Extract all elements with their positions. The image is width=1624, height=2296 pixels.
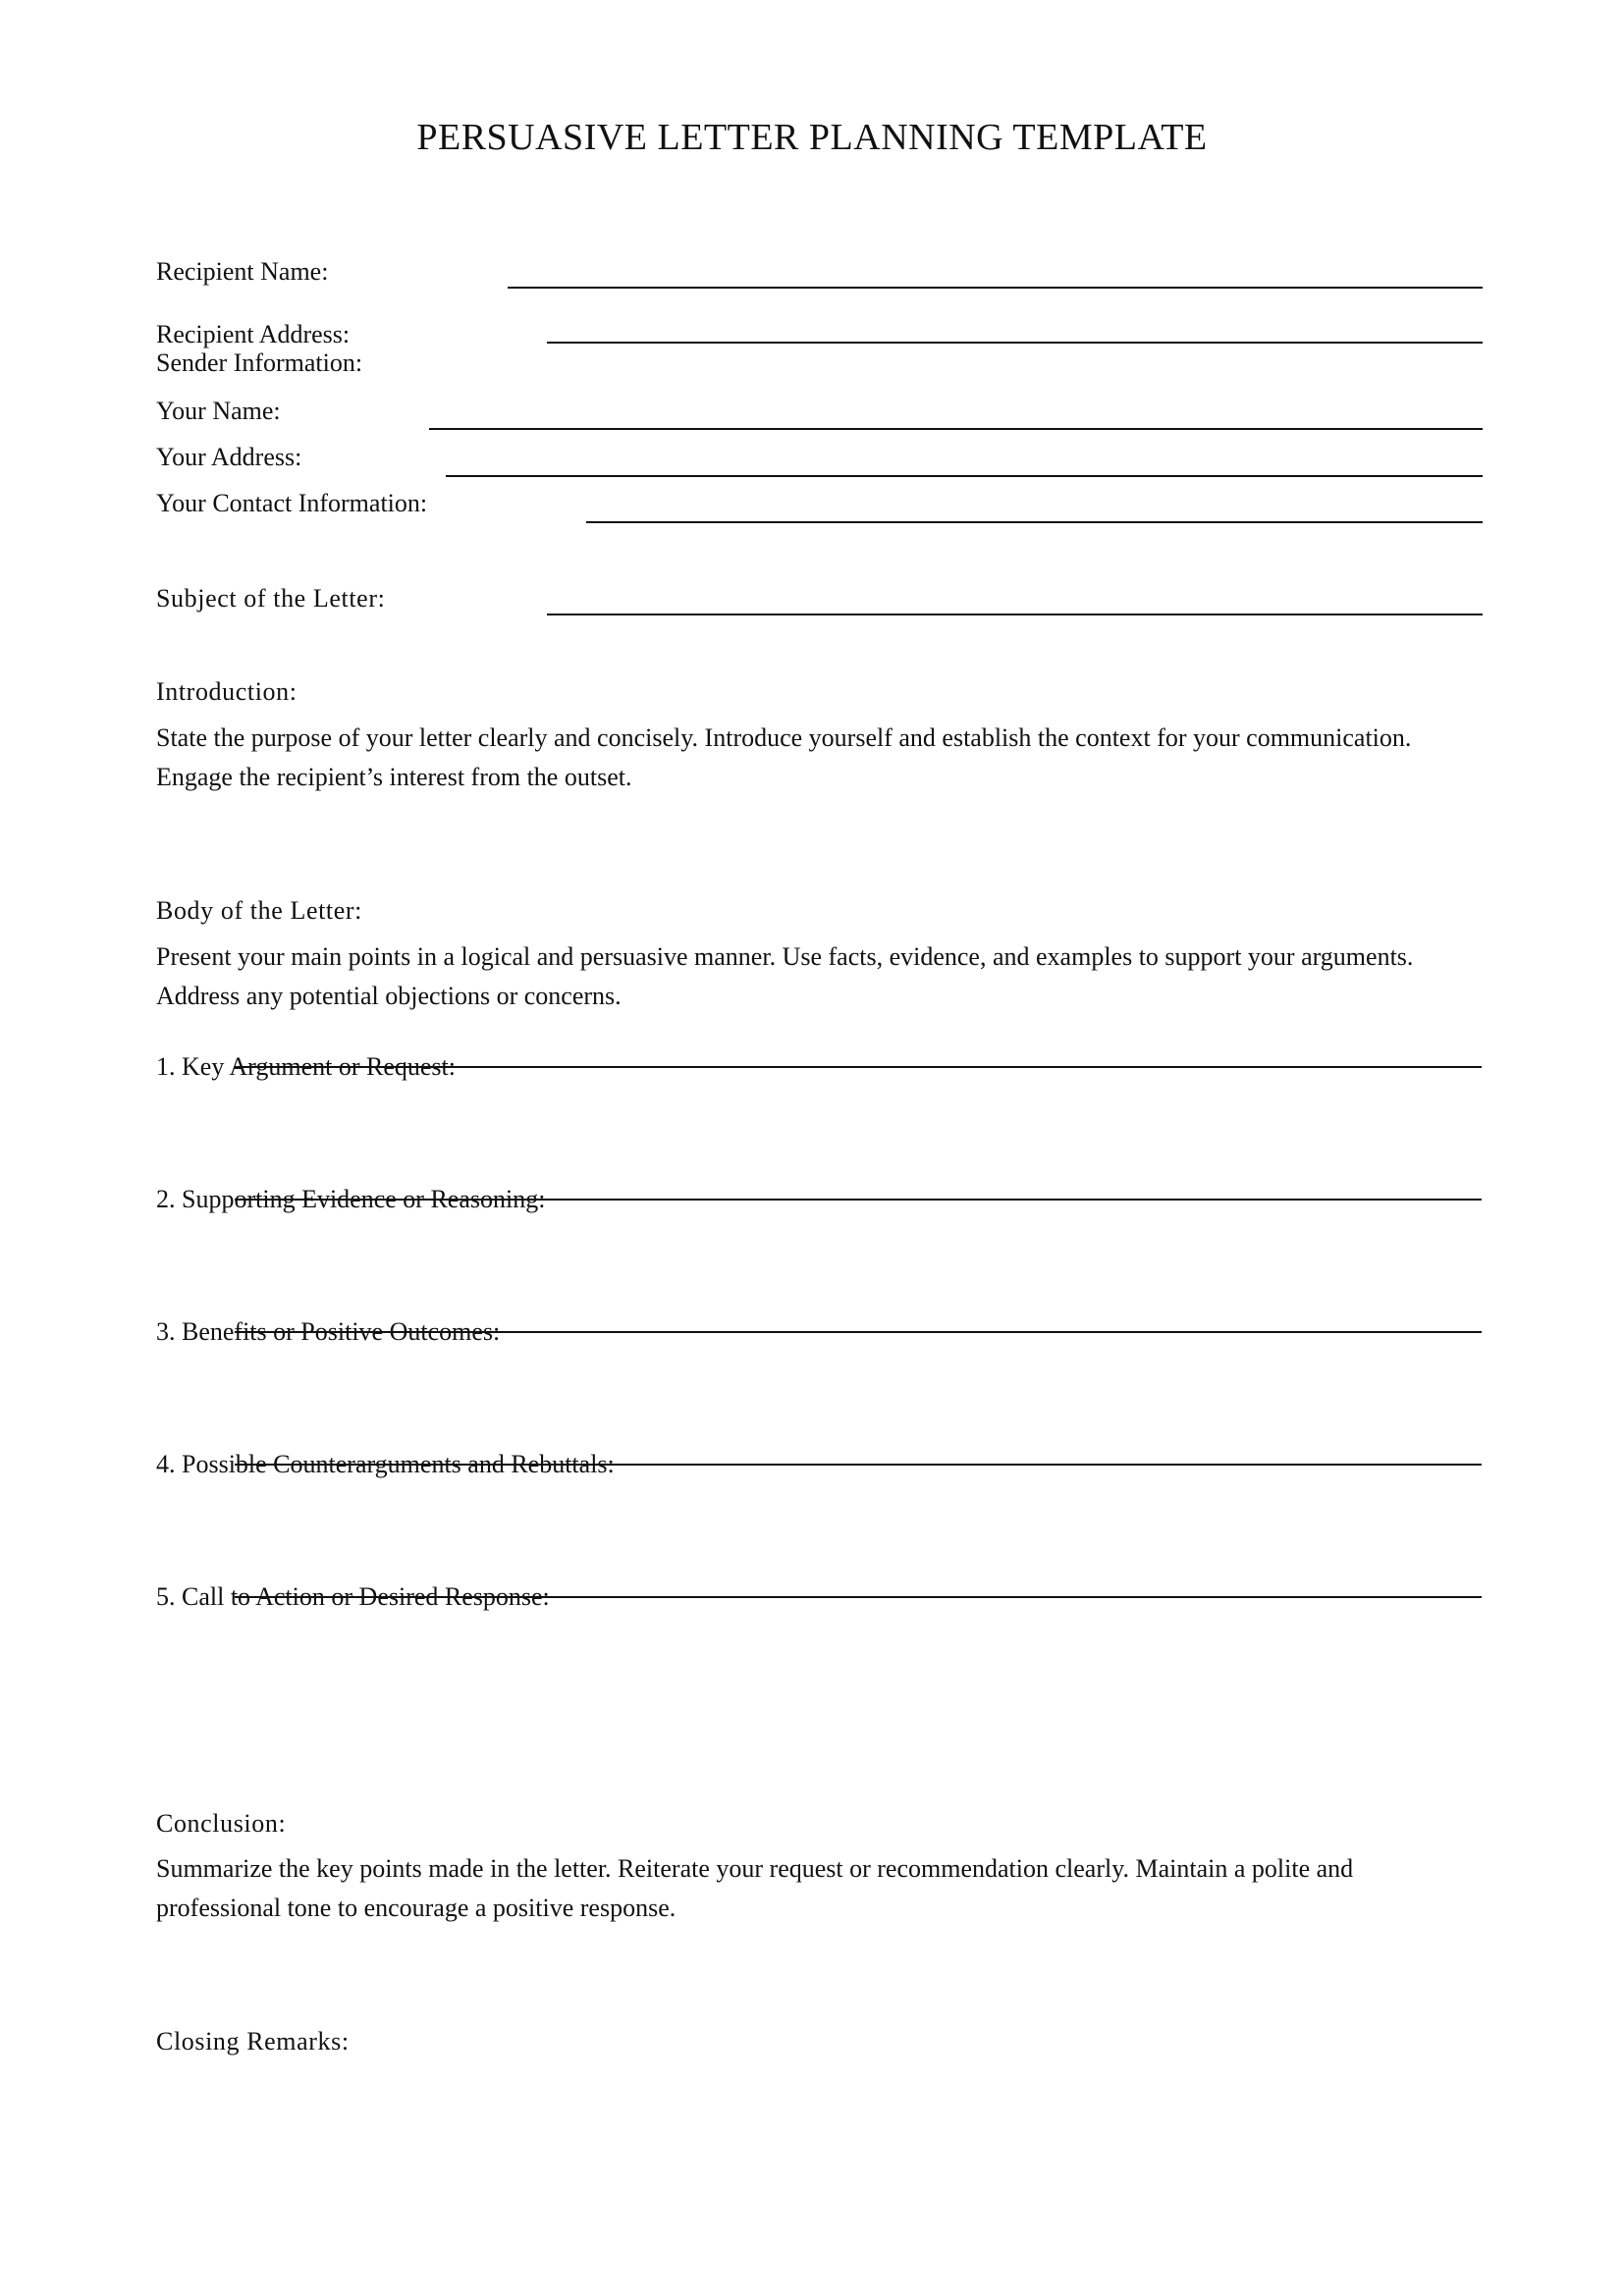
subject-field[interactable] — [547, 614, 1483, 615]
recipient-address-label: Recipient Address: — [156, 320, 351, 348]
closing-heading: Closing Remarks: — [156, 2027, 350, 2056]
sender-information-label: Sender Information: — [156, 348, 363, 377]
your-address-label: Your Address: — [156, 443, 302, 471]
body-text: Present your main points in a logical and persuasive manner. Use facts, evidence, and examples to support your arguments. Address any potential objections or concerns. — [156, 942, 1414, 1010]
your-contact-field[interactable] — [586, 521, 1483, 523]
conclusion-text: Summarize the key points made in the letter. Reiterate your request or recommendation clearly. Maintain a polite and professional tone to encourage a positive response. — [156, 1854, 1354, 1922]
list-item-label: 4. Possible Counterarguments and Rebuttals: — [156, 1450, 615, 1478]
benefits-field[interactable] — [235, 1331, 1482, 1333]
list-item — [156, 1584, 1482, 1624]
list-item-label: 3. Benefits or Positive Outcomes: — [156, 1317, 501, 1346]
supporting-evidence-field[interactable] — [235, 1199, 1482, 1201]
conclusion-heading: Conclusion: — [156, 1809, 287, 1838]
list-item-label: 2. Supporting Evidence or Reasoning: — [156, 1185, 546, 1213]
recipient-name-label: Recipient Name: — [156, 257, 329, 286]
key-argument-field[interactable] — [235, 1066, 1482, 1068]
list-item — [156, 1452, 1482, 1491]
introduction-heading: Introduction: — [156, 677, 298, 706]
counterarguments-field[interactable] — [235, 1464, 1482, 1466]
body-heading: Body of the Letter: — [156, 896, 362, 925]
recipient-address-field[interactable] — [547, 342, 1483, 344]
your-name-label: Your Name: — [156, 397, 281, 425]
page-title: PERSUASIVE LETTER PLANNING TEMPLATE — [416, 117, 1208, 158]
your-address-field[interactable] — [446, 475, 1483, 477]
your-contact-label: Your Contact Information: — [156, 489, 428, 517]
your-name-field[interactable] — [429, 428, 1483, 430]
call-to-action-field[interactable] — [235, 1596, 1482, 1598]
list-item — [156, 1187, 1482, 1226]
subject-label: Subject of the Letter: — [156, 584, 386, 613]
list-item-label: 5. Call to Action or Desired Response: — [156, 1582, 550, 1611]
introduction-text: State the purpose of your letter clearly and concisely. Introduce yourself and establish the context for your communication. Engage the recipient’s interest from the outset. — [156, 723, 1412, 791]
recipient-name-field[interactable] — [508, 287, 1483, 289]
list-item — [156, 1054, 1482, 1094]
list-item-label: 1. Key Argument or Request: — [156, 1052, 456, 1081]
list-item — [156, 1319, 1482, 1359]
